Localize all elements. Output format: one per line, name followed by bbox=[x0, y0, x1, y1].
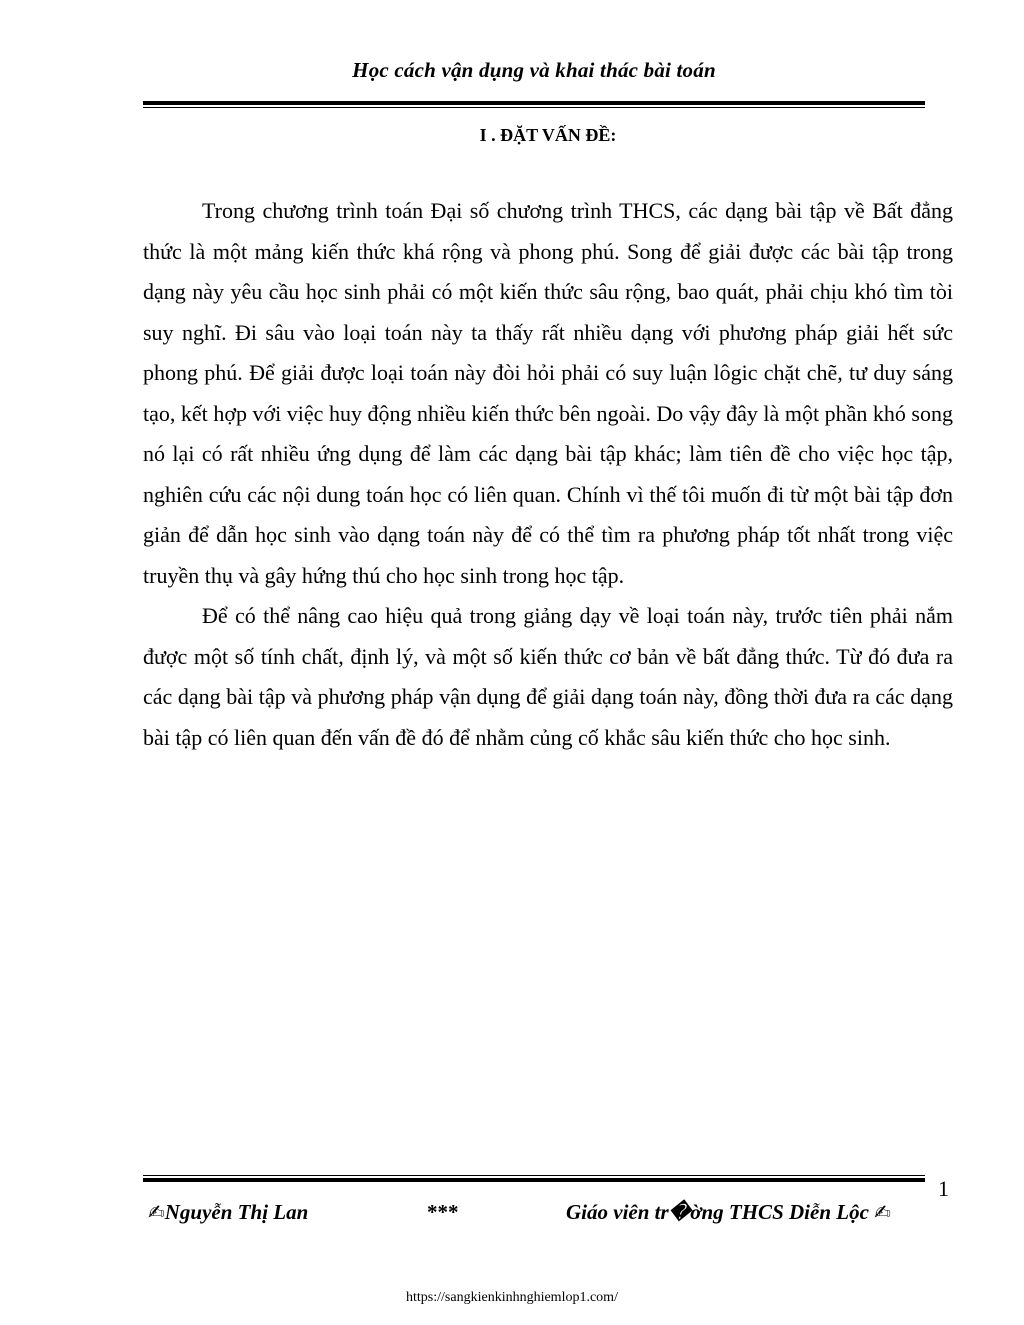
footer-separator: *** bbox=[427, 1200, 459, 1224]
footer-author bbox=[148, 1200, 308, 1225]
header-rule-thin bbox=[143, 107, 925, 108]
body-text bbox=[143, 191, 953, 758]
page-number: 1 bbox=[938, 1176, 949, 1201]
paragraph: Trong chương trình toán Đại số chương trình THCS, các dạng bài tập về Bất đẳng thức là một mảng kiến thức khá rộng và phong phú. Song để giải được các bài tập trong dạng này yêu cầu học sinh phải có một kiến thức sâu rộng, bao quát, phải chịu khó tìm tòi suy nghĩ. Đi sâu vào loại toán này ta thấy rất nhiều dạng với phương pháp giải hết sức phong phú. Để giải được loại toán này đòi hỏi phải có suy luận lôgic chặt chẽ, tư duy sáng tạo, kết hợp với việc huy động nhiều kiến thức bên ngoài. Do vậy đây là một phần khó song nó lại có rất nhiều ứng dụng để làm các dạng bài tập khác; làm tiên đề cho việc học tập, nghiên cứu các nội dung toán học có liên quan. Chính vì thế tôi muốn đi từ một bài tập đơn giản để dẫn học sinh vào dạng toán này để có thể tìm ra phương pháp tốt nhất trong việc truyền thụ và gây hứng thú cho học sinh trong học tập. bbox=[143, 198, 953, 588]
header-rule-thick bbox=[143, 101, 925, 105]
school-name: Giáo viên tr�ờng THCS Diễn Lộc bbox=[566, 1200, 869, 1224]
section-heading: I . ĐẶT VẤN ĐỀ: bbox=[479, 125, 617, 145]
source-url[interactable]: https://sangkienkinhnghiemlop1.com/ bbox=[406, 1290, 618, 1305]
running-header: Học cách vận dụng và khai thác bài toán bbox=[352, 58, 716, 82]
writing-hand-icon: ✍ bbox=[148, 1200, 165, 1224]
footer-school bbox=[566, 1200, 891, 1225]
writing-hand-icon: ✍ bbox=[874, 1200, 891, 1224]
author-name: Nguyễn Thị Lan bbox=[164, 1200, 309, 1224]
footer-rule-thick bbox=[143, 1178, 925, 1182]
paragraph: Để có thể nâng cao hiệu quả trong giảng dạy về loại toán này, trước tiên phải nắm được một số tính chất, định lý, và một số kiến thức cơ bản về bất đẳng thức. Từ đó đưa ra các dạng bài tập và phương pháp vận dụng để giải dạng toán này, đồng thời đưa ra các dạng bài tập có liên quan đến vấn đề đó để nhằm củng cố khắc sâu kiến thức cho học sinh. bbox=[143, 603, 953, 750]
footer-rule-thin bbox=[143, 1175, 925, 1176]
